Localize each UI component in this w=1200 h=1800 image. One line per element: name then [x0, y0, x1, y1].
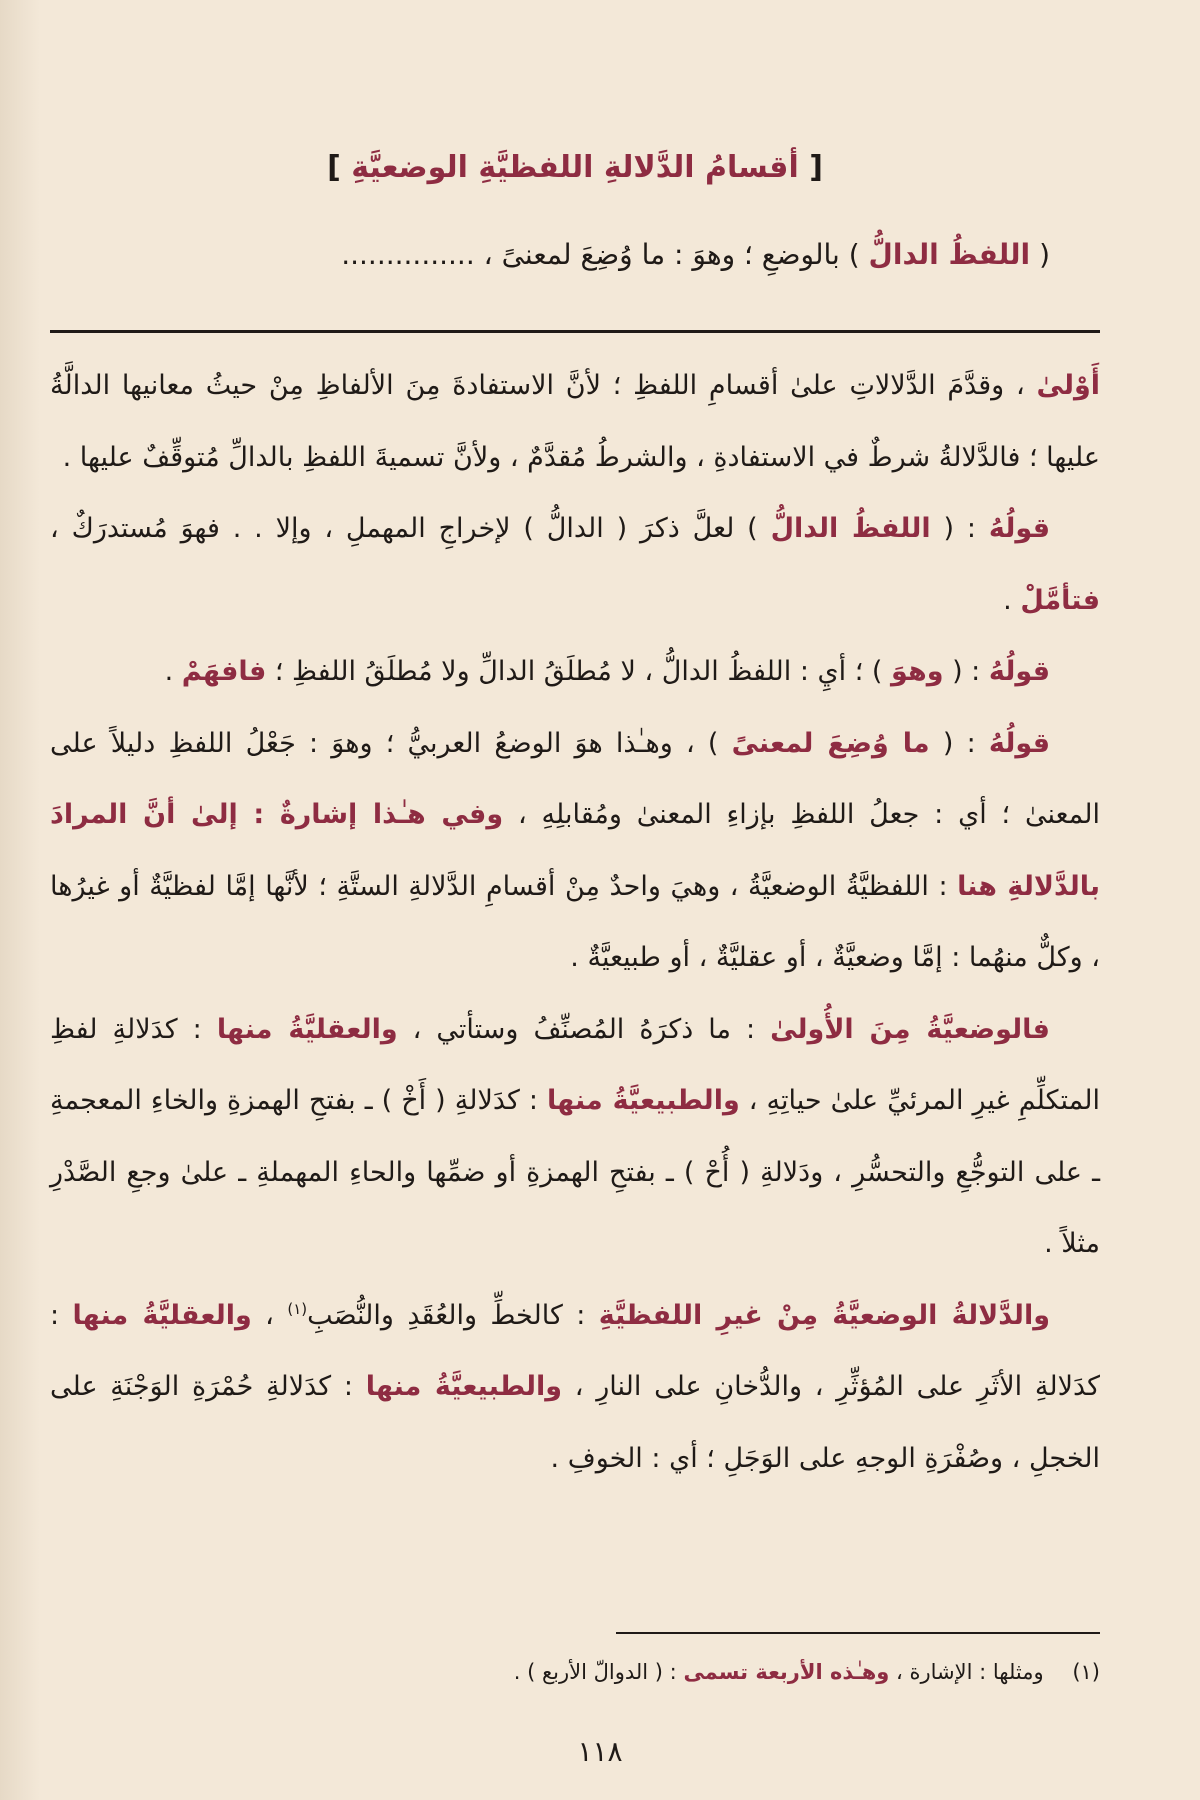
footnote	[50, 1660, 1100, 1684]
paragraph-text: : ما ذكرَهُ المُصنِّفُ وستأتي ،	[397, 1013, 771, 1045]
highlighted-term: اللفظُ الدالُّ	[770, 513, 931, 544]
paragraph-text: ) ؛ أيِ : اللفظُ الدالُّ ، لا مُطلَقُ الدالِّ ولا مُطلَقُ اللفظِ ؛	[266, 656, 892, 687]
highlighted-term: أَوْلىٰ	[1036, 370, 1100, 401]
footnote-highlight: وهـٰذه الأربعة تسمى	[683, 1660, 890, 1684]
paragraph	[50, 350, 1100, 493]
paragraph-text: : (	[943, 656, 989, 687]
paragraph	[50, 493, 1100, 636]
highlighted-term: والعقليَّةُ منها	[216, 1013, 398, 1045]
matn-highlight: اللفظُ الدالُّ	[868, 238, 1031, 271]
footnote-ref[interactable]: (١)	[287, 1299, 308, 1318]
highlighted-term: والدَّلالةُ الوضعيَّةُ مِنْ غيرِ اللفظيَّةِ	[598, 1299, 1050, 1331]
matn-line	[50, 238, 1100, 271]
section-heading	[50, 150, 1100, 185]
paragraph	[50, 708, 1100, 994]
paragraph-text: ،	[251, 1299, 288, 1331]
paragraph	[50, 1280, 1100, 1495]
highlighted-term: ما وُضِعَ لمعنىً	[731, 727, 930, 759]
paragraph-text: : (	[930, 513, 989, 544]
heading-bracket-close: ]	[327, 150, 341, 185]
paragraph-text: : (	[929, 727, 989, 759]
highlighted-term: والطبيعيَّةُ منها	[365, 1371, 563, 1402]
paragraph-text: : اللفظيَّةُ الوضعيَّةُ ، وهيَ واحدٌ مِنْ أقسامِ الدَّلالةِ الستَّةِ ؛ لأنَّها إمَّا لفظيَّةٌ أو غيرُها ، وكلٌّ منهُما : إمَّا وضعيَّةٌ ، أو عقليَّةٌ ، أو طبيعيَّةٌ .	[50, 870, 1100, 973]
paragraph-text: : كدَلالةِ ( أَخْ ) ـ بفتحِ الهمزةِ والخاءِ المعجمةِ ـ على التوجُّعِ والتحسُّرِ ، ودَلالةِ ( أُحْ ) ـ بفتحِ الهمزةِ أو ضمِّها والحاءِ المهملةِ ـ علىٰ وجعِ الصَّدْرِ مثلاً .	[50, 1085, 1100, 1259]
highlighted-term: والعقليَّةُ منها	[72, 1299, 252, 1331]
paragraph	[50, 636, 1100, 708]
heading-bracket-open: [	[809, 150, 823, 185]
footnote-number: (١)	[1072, 1660, 1100, 1684]
highlighted-term: والطبيعيَّةُ منها	[547, 1085, 740, 1116]
paragraph-text: ) ، وهـٰذا هوَ الوضعُ العربيُّ ؛ وهوَ : جَعْلُ اللفظِ دليلاً على المعنىٰ ؛ أي : جعلُ اللفظِ بإزاءِ المعنىٰ ومُقابلِهِ ،	[50, 727, 1100, 830]
paragraph-text: : كدَلالةِ حُمْرَةِ الوَجْنَةِ على الخجلِ ، وصُفْرَةِ الوجهِ على الوَجَلِ ؛ أي : الخوفِ .	[50, 1371, 1100, 1474]
page-number: ١١٨	[577, 1735, 623, 1768]
paragraph	[50, 994, 1100, 1280]
heading-text: أقسامُ الدَّلالةِ اللفظيَّةِ الوضعيَّةِ	[351, 150, 799, 185]
footnote-text: ومثلها : الإشارة ،	[889, 1660, 1044, 1684]
matn-text: ) بالوضعِ ؛ وهوَ : ما وُضِعَ لمعنىً ،	[483, 238, 860, 271]
paragraph-text: : كالخطِّ والعُقَدِ والنُّصَبِ	[307, 1299, 599, 1331]
highlighted-term: فتأمَّلْ	[1020, 584, 1100, 616]
paragraph-text: : كدَلالةِ لفظِ المتكلِّمِ غيرِ المرئيِّ علىٰ حياتِهِ ،	[50, 1013, 1100, 1116]
footnote-divider	[616, 1632, 1100, 1634]
highlighted-term: قولُهُ	[988, 727, 1050, 759]
matn-paren: (	[1039, 238, 1050, 271]
highlighted-term: وهوَ	[891, 656, 944, 687]
page-gutter-shadow	[0, 0, 40, 1800]
matn-divider	[50, 330, 1100, 333]
highlighted-term: قولُهُ	[988, 513, 1050, 544]
matn-dots: ...............	[341, 238, 475, 271]
footnote-text-end: : ( الدوالّ الأربع ) .	[513, 1660, 677, 1684]
paragraph-text: : كدَلالةِ الأثَرِ على المُؤثِّرِ ، والدُّخانِ على النارِ ،	[50, 1299, 1100, 1402]
commentary-body	[50, 350, 1100, 1494]
paragraph-text: .	[1003, 584, 1021, 616]
highlighted-term: فالوضعيَّةُ مِنَ الأُولىٰ	[770, 1013, 1050, 1045]
highlighted-term: وفي هـٰذا إشارةٌ : إلىٰ أنَّ المرادَ بالدَّلالةِ هنا	[50, 799, 1100, 902]
paragraph-text: ) لعلَّ ذكرَ ( الدالُّ ) لإخراجِ المهملِ ، وإلا . . فهوَ مُستدرَكٌ ،	[50, 513, 771, 544]
paragraph-text: .	[164, 656, 182, 687]
highlighted-term: فافهَمْ	[181, 656, 267, 687]
highlighted-term: قولُهُ	[988, 656, 1050, 687]
paragraph-text: ، وقدَّمَ الدَّلالاتِ علىٰ أقسامِ اللفظِ ؛ لأنَّ الاستفادةَ مِنَ الألفاظِ مِنْ حيثُ معانيها الدالَّةُ عليها ؛ فالدَّلالةُ شرطٌ في الاستفادةِ ، والشرطُ مُقدَّمٌ ، ولأنَّ تسميةَ اللفظِ بالدالِّ مُتوقِّفٌ عليها .	[50, 370, 1100, 473]
